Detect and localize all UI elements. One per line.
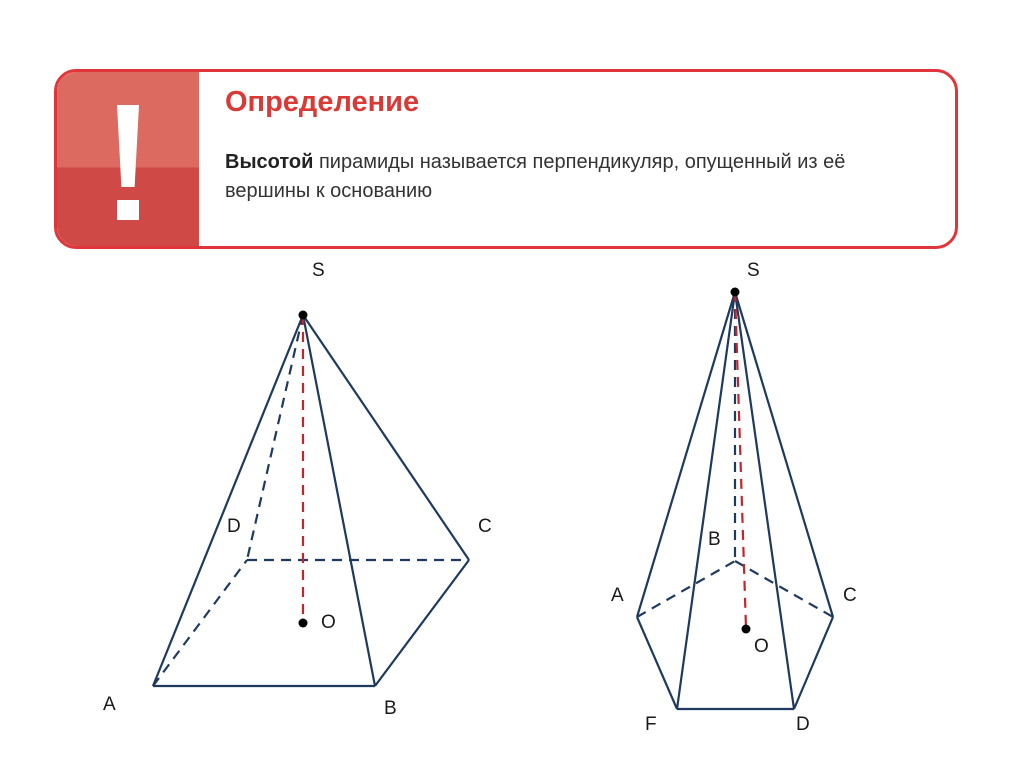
label-d-left: D <box>227 516 241 537</box>
pyramid-right <box>637 292 833 709</box>
label-d-right: D <box>796 714 810 735</box>
definition-term: Высотой <box>225 151 314 173</box>
label-a-left: A <box>103 694 116 715</box>
edge-dc-r <box>794 617 833 709</box>
point-o-right <box>742 625 751 634</box>
edge-sd <box>247 315 303 560</box>
edge-bc <box>375 560 469 686</box>
edge-sa-r <box>637 292 735 617</box>
label-o-left: O <box>321 612 336 633</box>
edge-sf-r <box>677 292 735 709</box>
label-c-right: C <box>843 585 857 606</box>
label-b-right: B <box>708 529 721 550</box>
label-a-right: A <box>611 585 624 606</box>
definition-title: Определение <box>225 86 420 118</box>
edge-sc <box>303 315 469 560</box>
edge-sa <box>153 315 303 686</box>
point-s-left <box>299 311 308 320</box>
edge-af-r <box>637 617 677 709</box>
point-s-right <box>731 288 740 297</box>
edge-ad <box>153 560 247 686</box>
label-f-right: F <box>645 714 657 735</box>
label-o-right: O <box>754 636 769 657</box>
point-o-left <box>299 619 308 628</box>
label-b-left: B <box>384 698 397 719</box>
edge-sc-r <box>735 292 833 617</box>
edge-sb <box>303 315 375 686</box>
height-right <box>735 292 746 628</box>
pyramid-left <box>153 315 469 686</box>
definition-body: пирамиды называется перпендикуляр, опущенный из её вершины к основанию <box>225 151 846 202</box>
label-s-right: S <box>747 260 760 281</box>
label-c-left: C <box>478 516 492 537</box>
label-s-left: S <box>312 260 325 281</box>
